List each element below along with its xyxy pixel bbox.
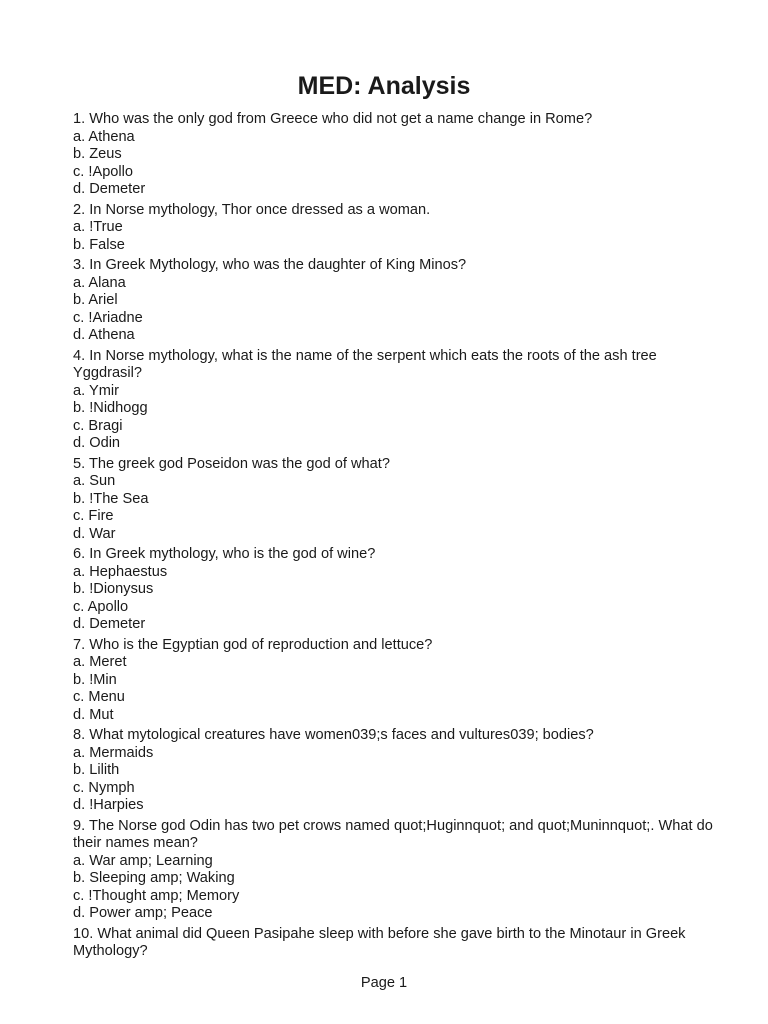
answer-option: a. Alana [73, 274, 126, 291]
answer-option: d. Athena [73, 327, 135, 343]
question-block [73, 926, 713, 961]
answer-option: b. Sleeping amp; Waking [73, 870, 235, 886]
answer-option: a. Mermaids [73, 744, 154, 761]
question-text: 8. What mytological creatures have women039;s faces and vultures039; bodies? [73, 727, 594, 743]
answer-option: d. Odin [73, 435, 121, 451]
answer-option: d. Demeter [73, 181, 146, 197]
question-text: 2. In Norse mythology, Thor once dressed as a woman. [73, 201, 431, 218]
question-text: 4. In Norse mythology, what is the name of the serpent which eats the roots of the ash tree Yggdrasil? [73, 347, 657, 381]
question-text: 3. In Greek Mythology, who was the daughter of King Minos? [73, 257, 467, 273]
answer-option: a. Hephaestus [73, 563, 168, 580]
answer-option: d. !Harpies [73, 797, 144, 813]
answer-option: c. Bragi [73, 417, 123, 434]
answer-option: d. Demeter [73, 616, 146, 632]
question-text: 7. Who is the Egyptian god of reproduction and lettuce? [73, 636, 433, 653]
answer-option: c. Apollo [73, 598, 129, 615]
question-text: 10. What animal did Queen Pasipahe sleep with before she gave birth to the Minotaur in Greek Mythology? [73, 925, 686, 959]
answer-option: d. Power amp; Peace [73, 905, 213, 921]
answer-option: c. Menu [73, 689, 125, 705]
question-block [73, 348, 713, 453]
answer-option: a. War amp; Learning [73, 852, 213, 869]
answer-option: a. !True [73, 219, 123, 235]
page-number: Page 1 [360, 975, 408, 991]
question-block [73, 257, 713, 345]
question-block [73, 727, 713, 815]
answer-option: c. !Ariadne [73, 309, 143, 326]
answer-option: b. !Nidhogg [73, 400, 148, 416]
question-text: 5. The greek god Poseidon was the god of what? [73, 455, 390, 472]
answer-option: d. War [73, 525, 116, 542]
question-block [73, 546, 713, 634]
question-text: 9. The Norse god Odin has two pet crows named quot;Huginnquot; and quot;Muninnquot;. What do their names mean? [73, 817, 713, 851]
page-title: MED: Analysis [297, 72, 471, 100]
answer-option: b. !The Sea [73, 490, 149, 507]
answer-option: a. Athena [73, 128, 135, 145]
answer-option: b. Ariel [73, 292, 118, 308]
quiz-content [73, 111, 713, 964]
question-text: 1. Who was the only god from Greece who did not get a name change in Rome? [73, 111, 593, 127]
question-block [73, 456, 713, 544]
answer-option: a. Meret [73, 654, 127, 670]
answer-option: a. Sun [73, 473, 116, 489]
question-block [73, 111, 713, 199]
answer-option: b. Zeus [73, 146, 122, 162]
answer-option: c. !Apollo [73, 163, 134, 180]
question-block [73, 818, 713, 923]
answer-option: b. !Min [73, 671, 117, 688]
question-block [73, 202, 713, 255]
question-text: 6. In Greek mythology, who is the god of wine? [73, 546, 376, 562]
answer-option: c. Nymph [73, 779, 135, 796]
answer-option: b. False [73, 236, 125, 253]
answer-option: b. Lilith [73, 762, 120, 778]
answer-option: c. Fire [73, 508, 114, 524]
answer-option: c. !Thought amp; Memory [73, 887, 240, 904]
question-block [73, 637, 713, 725]
answer-option: d. Mut [73, 706, 114, 723]
answer-option: a. Ymir [73, 382, 119, 399]
answer-option: b. !Dionysus [73, 581, 154, 597]
